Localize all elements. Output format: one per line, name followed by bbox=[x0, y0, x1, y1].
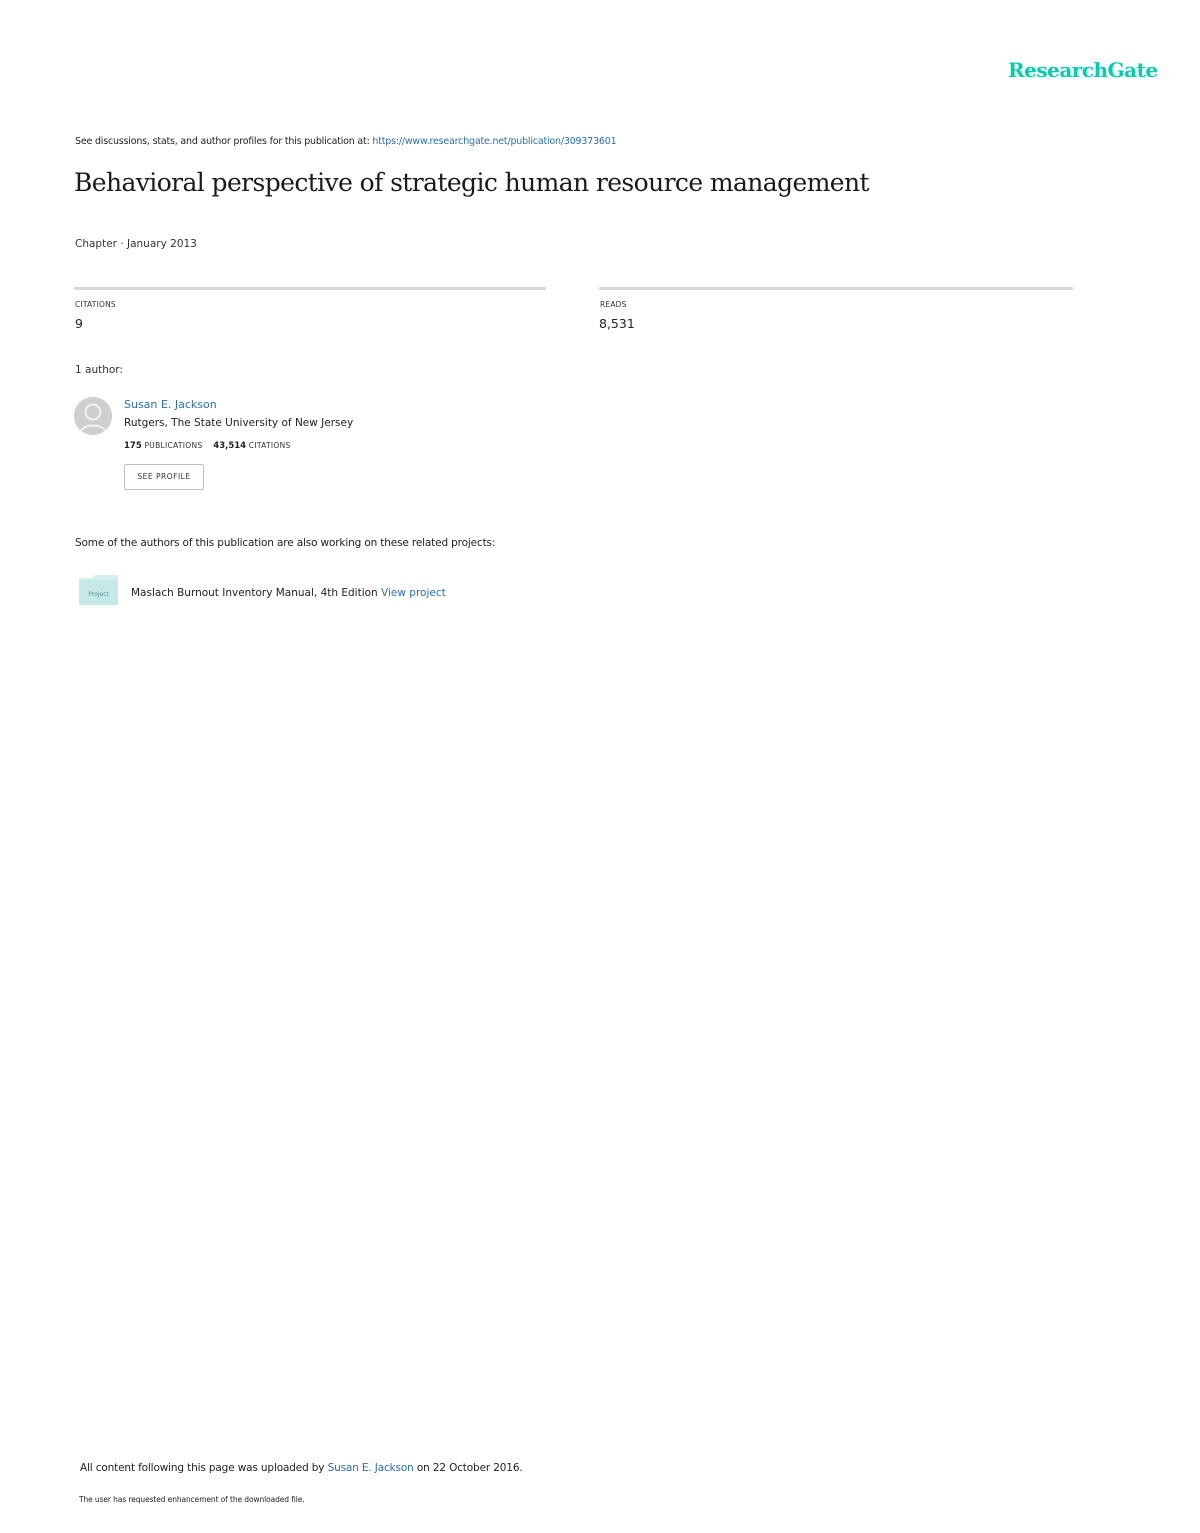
publication-url-link[interactable]: https://www.researchgate.net/publication/309373601 bbox=[372, 136, 617, 147]
citations-value: 9 bbox=[75, 316, 83, 331]
see-profile-button[interactable]: SEE PROFILE bbox=[124, 464, 204, 490]
upload-date: on 22 October 2016. bbox=[416, 1462, 523, 1474]
project-name: Maslach Burnout Inventory Manual, 4th Edition bbox=[131, 587, 378, 599]
publication-title: Behavioral perspective of strategic human resource management bbox=[74, 168, 869, 197]
author-stats bbox=[124, 441, 291, 451]
project-item bbox=[131, 587, 446, 599]
related-projects-intro: Some of the authors of this publication are also working on these related projects: bbox=[75, 537, 496, 549]
project-folder-icon[interactable] bbox=[78, 574, 119, 606]
user-silhouette-icon bbox=[74, 397, 112, 435]
author-affiliation: Rutgers, The State University of New Jersey bbox=[124, 417, 354, 429]
author-count: 1 author: bbox=[75, 364, 123, 376]
avatar[interactable] bbox=[74, 397, 112, 435]
upload-prefix: All content following this page was uploaded by bbox=[80, 1462, 325, 1474]
author-publications-label: PUBLICATIONS bbox=[144, 441, 203, 450]
citations-divider bbox=[74, 287, 546, 290]
author-publications-count: 175 bbox=[124, 441, 142, 451]
author-name-link[interactable]: Susan E. Jackson bbox=[124, 398, 217, 411]
citations-label: CITATIONS bbox=[75, 300, 116, 309]
uploader-link[interactable]: Susan E. Jackson bbox=[327, 1462, 414, 1474]
project-icon-label: Project bbox=[88, 591, 109, 598]
reads-divider bbox=[599, 287, 1073, 290]
author-citations-label: CITATIONS bbox=[248, 441, 291, 450]
author-citations-count: 43,514 bbox=[213, 441, 247, 451]
source-line-prefix: See discussions, stats, and author profiles for this publication at: bbox=[75, 136, 370, 147]
source-line bbox=[75, 136, 616, 147]
reads-value: 8,531 bbox=[599, 316, 635, 331]
publication-meta: Chapter · January 2013 bbox=[75, 238, 197, 250]
enhancement-note: The user has requested enhancement of the downloaded file. bbox=[79, 1495, 305, 1504]
view-project-link[interactable]: View project bbox=[381, 587, 446, 599]
researchgate-logo[interactable]: ResearchGate bbox=[1008, 58, 1158, 82]
upload-info bbox=[80, 1462, 523, 1474]
reads-label: READS bbox=[600, 300, 627, 309]
